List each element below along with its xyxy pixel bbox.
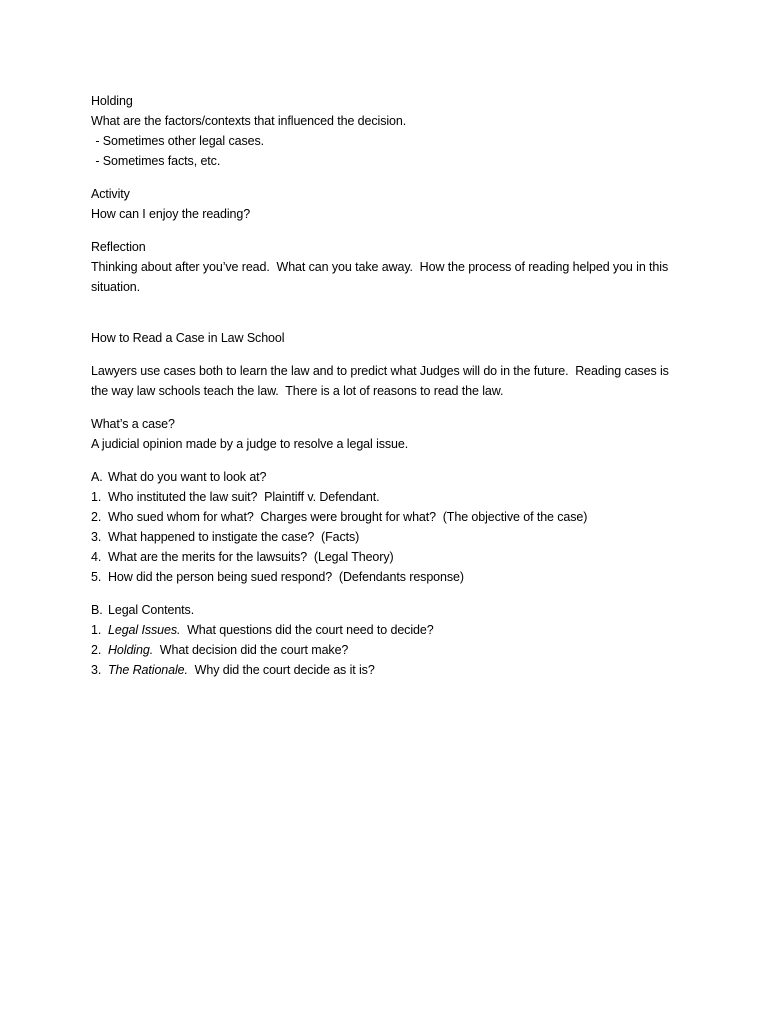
list-marker: 3. [91, 663, 102, 677]
document-page [91, 91, 691, 693]
list-marker: B. [91, 603, 103, 617]
list-item-text: How did the person being sued respond? (Defendants response) [108, 570, 464, 584]
whats-a-case-section [91, 414, 691, 454]
activity-section [91, 184, 691, 224]
list-marker: 2. [91, 643, 102, 657]
list-item-text: What are the merits for the lawsuits? (Legal Theory) [108, 550, 394, 564]
holding-section [91, 91, 691, 171]
list-item-term: The Rationale. [108, 663, 188, 677]
holding-bullet: - Sometimes other legal cases. [92, 134, 264, 148]
list-marker: A. [91, 470, 103, 484]
list-item-text: Who instituted the law suit? Plaintiff v. Defendant. [108, 490, 380, 504]
holding-question: What are the factors/contexts that influenced the decision. [91, 114, 407, 128]
list-item [91, 547, 691, 567]
list-a-title-text: What do you want to look at? [108, 470, 267, 484]
list-marker: 5. [91, 570, 102, 584]
list-marker: 1. [91, 490, 102, 504]
list-item-term: Holding. [108, 643, 154, 657]
list-marker: 1. [91, 623, 102, 637]
whats-a-case-heading: What’s a case? [91, 417, 175, 431]
list-item-text: What happened to instigate the case? (Facts) [108, 530, 360, 544]
list-item-text: What decision did the court make? [153, 643, 349, 657]
activity-heading: Activity [91, 187, 130, 201]
case-intro-text: Lawyers use cases both to learn the law and to predict what Judges will do in the future. Reading cases is the way law schools teach the law. There is a lot of reasons to read the law. [91, 364, 673, 398]
list-item [91, 567, 691, 587]
list-item [91, 507, 691, 527]
whats-a-case-text: A judicial opinion made by a judge to resolve a legal issue. [91, 437, 409, 451]
case-section-title: How to Read a Case in Law School [91, 331, 285, 345]
list-item [91, 527, 691, 547]
list-b-title [91, 600, 691, 620]
case-title-block [91, 328, 691, 348]
holding-bullet: - Sometimes facts, etc. [92, 154, 221, 168]
list-item-text: Why did the court decide as it is? [187, 663, 375, 677]
reflection-heading: Reflection [91, 240, 146, 254]
case-intro-block [91, 361, 691, 401]
list-item [91, 620, 691, 640]
list-marker: 2. [91, 510, 102, 524]
list-item-text: Who sued whom for what? Charges were brought for what? (The objective of the case) [108, 510, 588, 524]
activity-text: How can I enjoy the reading? [91, 207, 251, 221]
holding-heading: Holding [91, 94, 133, 108]
list-b [91, 600, 691, 680]
list-marker: 4. [91, 550, 102, 564]
list-a-title [91, 467, 691, 487]
list-b-title-text: Legal Contents. [108, 603, 195, 617]
list-item-term: Legal Issues. [108, 623, 181, 637]
reflection-section [91, 237, 691, 297]
list-item [91, 640, 691, 660]
list-item-text: What questions did the court need to decide? [180, 623, 434, 637]
list-marker: 3. [91, 530, 102, 544]
list-item [91, 487, 691, 507]
list-item [91, 660, 691, 680]
reflection-text: Thinking about after you’ve read. What can you take away. How the process of reading helped you in this situation. [91, 260, 672, 294]
list-a [91, 467, 691, 587]
